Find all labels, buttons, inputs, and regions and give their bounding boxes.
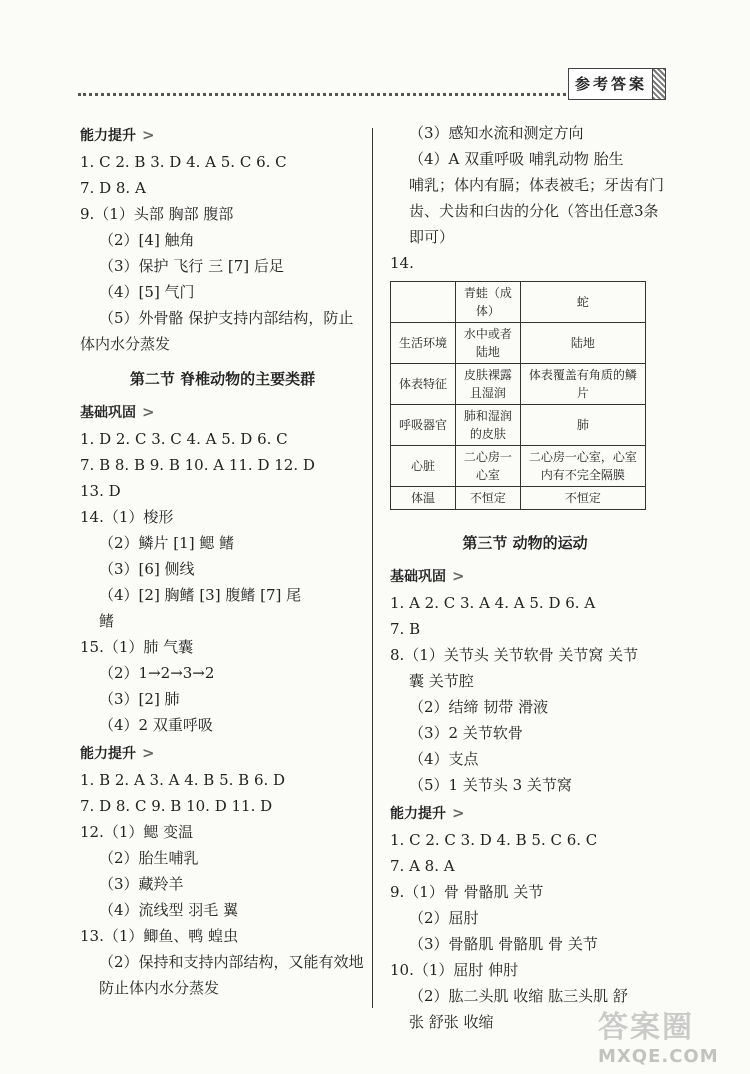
header-dotted-rule (78, 93, 566, 96)
table-cell: 呼吸器官 (391, 405, 456, 446)
chevron-right-icon: > (452, 804, 465, 822)
answer-line: 13.（1）鲫鱼、鸭 蝗虫 (80, 927, 239, 945)
answer-line: 鳍 (99, 612, 115, 630)
answer-line: （2）胎生哺乳 (99, 849, 199, 867)
table-cell: 肺 (520, 405, 645, 446)
answer-line: （4）[2] 胸鳍 [3] 腹鳍 [7] 尾 (99, 586, 302, 604)
section-title: 第二节 脊椎动物的主要类群 (129, 370, 316, 388)
answer-line: 14.（1）梭形 (80, 508, 174, 526)
table-cell: 心脏 (391, 446, 456, 487)
answer-line: 9.（1）骨 骨骼肌 关节 (390, 883, 544, 901)
table-cell: 不恒定 (520, 487, 645, 510)
answer-line: 1. D 2. C 3. C 4. A 5. D 6. C (80, 430, 288, 448)
table-cell: 生活环境 (391, 323, 456, 364)
answer-line: （3）[6] 侧线 (99, 560, 195, 578)
subsection-header: 能力提升 > (390, 804, 465, 822)
header-box (568, 68, 666, 100)
answer-line: （4）[5] 气门 (99, 283, 195, 301)
answer-line: 1. A 2. C 3. A 4. A 5. D 6. A (390, 594, 596, 612)
table-cell: 体表覆盖有角质的鳞片 (520, 364, 645, 405)
table-cell: 陆地 (520, 323, 645, 364)
answer-line: 7. B (390, 620, 421, 638)
section-title: 第三节 动物的运动 (462, 534, 588, 552)
answer-line: 12.（1）鳃 变温 (80, 823, 194, 841)
table-cell: 肺和湿润的皮肤 (456, 405, 521, 446)
answer-line: （3）[2] 肺 (99, 690, 180, 708)
table-header-cell (391, 282, 456, 323)
table-cell: 体表特征 (391, 364, 456, 405)
answer-line: （5）外骨骼 保护支持内部结构，防止 (99, 309, 354, 327)
table-row (391, 364, 646, 405)
answer-list (390, 122, 665, 275)
answer-line: （3）藏羚羊 (99, 875, 184, 893)
answer-line: 9.（1）头部 胸部 腹部 (80, 205, 234, 223)
table-row (391, 446, 646, 487)
answer-list (390, 592, 660, 797)
answer-line: 囊 关节腔 (409, 672, 474, 690)
table-cell: 水中或者陆地 (456, 323, 521, 364)
table-cell: 不恒定 (456, 487, 521, 510)
answer-line: （3）骨骼肌 骨骼肌 骨 关节 (409, 935, 598, 953)
answer-list (80, 769, 365, 1000)
answer-line: （4）支点 (409, 750, 479, 768)
answer-line: 1. B 2. A 3. A 4. B 5. B 6. D (80, 771, 286, 789)
header-title: 参考答案 (575, 75, 648, 93)
answer-line: （3）保护 飞行 三 [7] 后足 (99, 257, 284, 275)
subsection-header: 能力提升 > (80, 744, 155, 762)
chevron-right-icon: > (142, 403, 155, 421)
table-cell: 体温 (391, 487, 456, 510)
table-header-cell: 蛇 (520, 282, 645, 323)
answer-line: 14. (390, 254, 414, 272)
answer-line: 即可） (409, 228, 455, 246)
answer-line: （2）1→2→3→2 (99, 664, 215, 682)
answer-line: （2）保持和支持内部结构，又能有效地 (99, 953, 364, 971)
table-header-row (391, 282, 646, 323)
comparison-table (390, 281, 646, 510)
subsection-header: 基础巩固 > (80, 403, 155, 421)
right-column (390, 122, 665, 1037)
subsection-header: 能力提升 > (80, 126, 155, 144)
answer-list (80, 428, 365, 737)
answer-line: 7. D 8. C 9. B 10. D 11. D (80, 797, 273, 815)
answer-line: 1. C 2. C 3. D 4. B 5. C 6. C (390, 831, 598, 849)
left-column (80, 122, 365, 1003)
answer-line: （2）肱二头肌 收缩 肱三头肌 舒 (409, 987, 628, 1005)
answer-line: （3）感知水流和测定方向 (409, 124, 584, 142)
answer-line: 张 舒张 收缩 (409, 1013, 494, 1031)
table-row (391, 487, 646, 510)
answer-line: 13. D (80, 482, 121, 500)
answer-line: （4）流线型 羽毛 翼 (99, 901, 239, 919)
answer-line: （4）2 双重呼吸 (99, 716, 213, 734)
answer-list (80, 151, 365, 356)
table-row (391, 405, 646, 446)
answer-line: 7. A 8. A (390, 857, 455, 875)
answer-line: （2）鳞片 [1] 鳃 鳍 (99, 534, 235, 552)
subsection-header: 基础巩固 > (390, 567, 465, 585)
chevron-right-icon: > (452, 567, 465, 585)
answer-line: （2）屈肘 (409, 909, 479, 927)
answer-line: 1. C 2. B 3. D 4. A 5. C 6. C (80, 153, 287, 171)
chevron-right-icon: > (142, 744, 155, 762)
table-header-cell: 青蛙（成体） (456, 282, 521, 323)
answer-line: （3）2 关节软骨 (409, 724, 523, 742)
answer-line: 防止体内水分蒸发 (99, 979, 220, 997)
answer-line: 15.（1）肺 气囊 (80, 638, 194, 656)
table-cell: 二心房一心室，心室内有不完全隔膜 (520, 446, 645, 487)
answer-line: （2）结缔 韧带 滑液 (409, 698, 549, 716)
header-stripe-decoration (652, 69, 665, 99)
watermark-logo: 答案圈 MXQE.COM (598, 1010, 719, 1067)
answer-line: 10.（1）屈肘 伸肘 (390, 961, 519, 979)
answer-line: （2）[4] 触角 (99, 231, 195, 249)
chevron-right-icon: > (142, 126, 155, 144)
answer-line: 哺乳；体内有膈；体表被毛；牙齿有门 (409, 176, 665, 194)
answer-line: 7. B 8. B 9. B 10. A 11. D 12. D (80, 456, 315, 474)
answer-line: 8.（1）关节头 关节软骨 关节窝 关节 (390, 646, 639, 664)
column-divider (372, 128, 373, 1008)
answer-line: 体内水分蒸发 (80, 335, 171, 353)
table-row (391, 323, 646, 364)
answer-line: （4）A 双重呼吸 哺乳动物 胎生 (409, 150, 624, 168)
table-cell: 皮肤裸露且湿润 (456, 364, 521, 405)
answer-line: 7. D 8. A (80, 179, 146, 197)
answer-line: （5）1 关节头 3 关节窝 (409, 776, 572, 794)
table-cell: 二心房一心室 (456, 446, 521, 487)
answer-line: 齿、犬齿和臼齿的分化（答出任意3条 (409, 202, 659, 220)
